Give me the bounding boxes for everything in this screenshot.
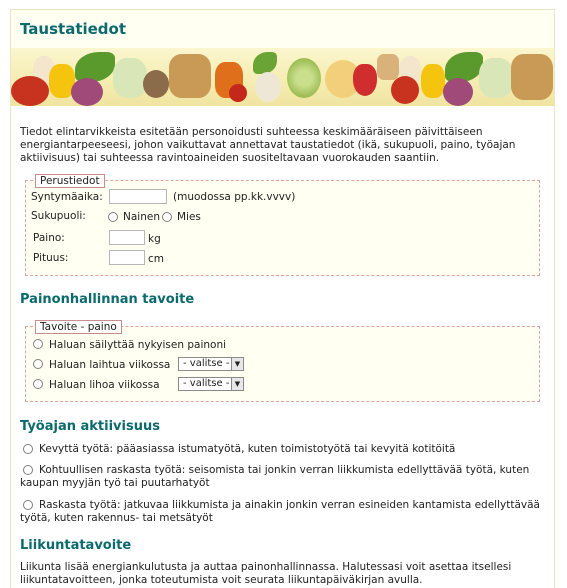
chevron-down-icon[interactable]: ▼ (231, 358, 243, 370)
chevron-down-icon[interactable]: ▼ (231, 378, 243, 390)
exercise-goal-text: Liikunta lisää energiankulutusta ja auttaa painonhallinnassa. Halutessasi voit asettaa itsellesi liikuntatavoitteen, jonka toteutumista voit seurata liikuntapäiväkirjan avulla. (20, 561, 512, 586)
cabbage-icon (113, 58, 147, 98)
garlic-icon (255, 72, 281, 102)
vegetables-banner (11, 48, 554, 106)
weight-input[interactable] (109, 230, 145, 245)
gender-male-radio[interactable] (162, 212, 172, 222)
height-unit: cm (148, 253, 165, 265)
mushroom-icon (143, 70, 169, 98)
leaf-icon (75, 52, 115, 82)
onion-icon (443, 78, 473, 106)
onion-icon (71, 78, 103, 106)
birthdate-label: Syntymäaika: (31, 191, 103, 203)
goal-lose-select-value: - valitse - (183, 358, 230, 369)
weight-label: Paino: (33, 232, 65, 244)
leaf-icon (445, 52, 483, 82)
goal-lose-label: Haluan laihtua viikossa (49, 359, 171, 371)
goal-gain-select-value: - valitse - (183, 378, 230, 389)
tomato-icon (391, 76, 419, 104)
goal-keep-label: Haluan säilyttää nykyisen painoni (49, 339, 227, 351)
activity-heavy-label: Raskasta työtä: jatkuvaa liikkumista ja ainakin jonkin verran esineiden kantamista edellyttävää työtä, kuten rakennus- tai metsätyöt (20, 499, 540, 524)
grapes-icon (287, 58, 321, 98)
cabbage-icon (479, 58, 513, 98)
bread-icon (511, 54, 553, 100)
leaf-icon (253, 52, 277, 74)
strawberry-icon (353, 64, 377, 96)
activity-moderate-label: Kohtuullisen raskasta työtä: seisomista tai jonkin verran liikkumista edellyttävää työtä, kuten kaupan myyjän työ tai puutarhatyöt (20, 464, 530, 489)
weight-goal-title: Painonhallinnan tavoite (20, 292, 195, 307)
birthdate-hint: (muodossa pp.kk.vvvv) (173, 191, 296, 203)
basic-info-legend: Perustiedot (35, 174, 105, 188)
birthdate-input[interactable] (109, 189, 167, 204)
intro-text: Tiedot elintarvikkeista esitetään personoidusti suhteessa keskimääräiseen päivittäiseen energiantarpeeseesi, johon vaikuttavat annettavat taustatiedot (ikä, sukupuoli, paino, työajan aktiivisuus) tai suhteessa ravintoaineiden suositeltavaan vuorokauden saantiin. (20, 126, 516, 164)
tomato-icon (229, 84, 247, 102)
tomato-icon (11, 76, 49, 106)
goal-gain-radio[interactable] (33, 379, 43, 389)
gender-female-label: Nainen (123, 211, 160, 223)
weight-unit: kg (148, 233, 161, 245)
goal-gain-select[interactable] (178, 377, 244, 391)
activity-light-label: Kevyttä työtä: pääasiassa istumatyötä, kuten toimistotyötä tai kevyitä kotitöitä (39, 443, 456, 455)
exercise-goal-title: Liikuntatavoite (20, 538, 132, 553)
gender-label: Sukupuoli: (31, 210, 86, 222)
activity-light-radio[interactable] (23, 444, 33, 454)
work-activity-title: Työajan aktiivisuus (20, 419, 160, 434)
height-input[interactable] (109, 250, 145, 265)
page-title: Taustatiedot (20, 20, 127, 38)
goal-gain-label: Haluan lihoa viikossa (49, 379, 160, 391)
pepper-icon (421, 64, 445, 98)
goal-lose-radio[interactable] (33, 359, 43, 369)
goal-keep-radio[interactable] (33, 339, 43, 349)
bread-icon (169, 54, 211, 98)
gender-male-label: Mies (177, 211, 201, 223)
bread-icon (377, 54, 399, 80)
goal-lose-select[interactable] (178, 357, 244, 371)
weight-goal-legend: Tavoite - paino (35, 320, 122, 334)
gender-female-radio[interactable] (108, 212, 118, 222)
height-label: Pituus: (33, 252, 69, 264)
